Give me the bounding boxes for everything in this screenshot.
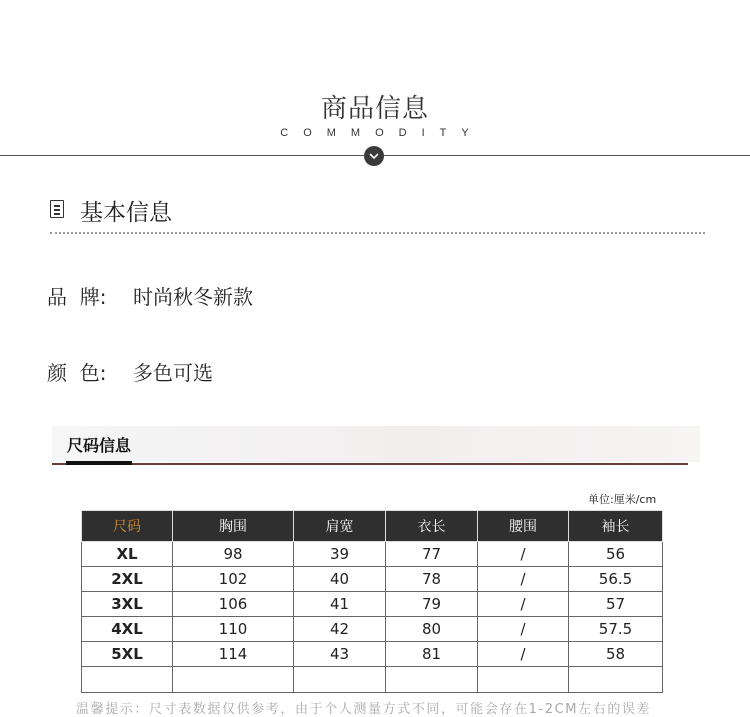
- table-cell: /: [478, 542, 569, 567]
- size-info-title: 尺码信息: [67, 436, 132, 455]
- size-disclaimer-note: 温馨提示：尺寸表数据仅供参考，由于个人测量方式不同，可能会存在1-2CM左右的误差: [76, 702, 652, 717]
- column-header: 袖长: [569, 511, 663, 542]
- table-row: [82, 592, 663, 617]
- section-title: 商品信息: [320, 94, 429, 124]
- size-table: [81, 510, 663, 693]
- table-cell: /: [478, 617, 569, 642]
- dotted-divider: [50, 232, 705, 234]
- table-row-empty: [82, 667, 663, 693]
- table-cell: /: [478, 567, 569, 592]
- table-cell: 78: [386, 567, 478, 592]
- brand-value: 时尚秋冬新款: [133, 285, 253, 309]
- table-cell: /: [478, 642, 569, 667]
- table-cell: 42: [294, 617, 386, 642]
- document-icon: [50, 200, 64, 218]
- table-cell: XL: [82, 542, 173, 567]
- basic-info-title: 基本信息: [80, 200, 172, 226]
- size-info-underline-accent: [66, 461, 132, 465]
- table-cell: 114: [173, 642, 294, 667]
- unit-label: 单位:厘米/cm: [588, 493, 657, 506]
- column-header: 肩宽: [294, 511, 386, 542]
- table-cell: 57: [569, 592, 663, 617]
- table-cell: 79: [386, 592, 478, 617]
- table-cell: 5XL: [82, 642, 173, 667]
- table-row: [82, 642, 663, 667]
- section-subtitle: COMMODITY: [280, 127, 484, 139]
- table-cell: 106: [173, 592, 294, 617]
- table-cell: /: [478, 592, 569, 617]
- table-cell: 56.5: [569, 567, 663, 592]
- table-cell: 3XL: [82, 592, 173, 617]
- size-info-underline: [52, 463, 688, 465]
- table-cell: 77: [386, 542, 478, 567]
- table-header-row: [82, 511, 663, 542]
- table-cell: 58: [569, 642, 663, 667]
- column-header: 衣长: [386, 511, 478, 542]
- table-cell: 57.5: [569, 617, 663, 642]
- size-info-banner: [52, 426, 700, 462]
- table-cell: 4XL: [82, 617, 173, 642]
- table-cell: 110: [173, 617, 294, 642]
- table-cell: 40: [294, 567, 386, 592]
- table-cell: 39: [294, 542, 386, 567]
- brand-label: 品 牌:: [47, 285, 107, 309]
- table-cell: 43: [294, 642, 386, 667]
- table-cell: 80: [386, 617, 478, 642]
- table-cell: 56: [569, 542, 663, 567]
- chevron-down-icon: [364, 146, 384, 166]
- table-cell: 98: [173, 542, 294, 567]
- table-cell: 102: [173, 567, 294, 592]
- color-value: 多色可选: [133, 361, 213, 385]
- table-cell: 81: [386, 642, 478, 667]
- table-cell: 41: [294, 592, 386, 617]
- column-header: 胸围: [173, 511, 294, 542]
- table-cell: 2XL: [82, 567, 173, 592]
- column-header: 尺码: [82, 511, 173, 542]
- color-label: 颜 色:: [47, 361, 107, 385]
- table-row: [82, 567, 663, 592]
- column-header: 腰围: [478, 511, 569, 542]
- table-row: [82, 617, 663, 642]
- table-row: [82, 542, 663, 567]
